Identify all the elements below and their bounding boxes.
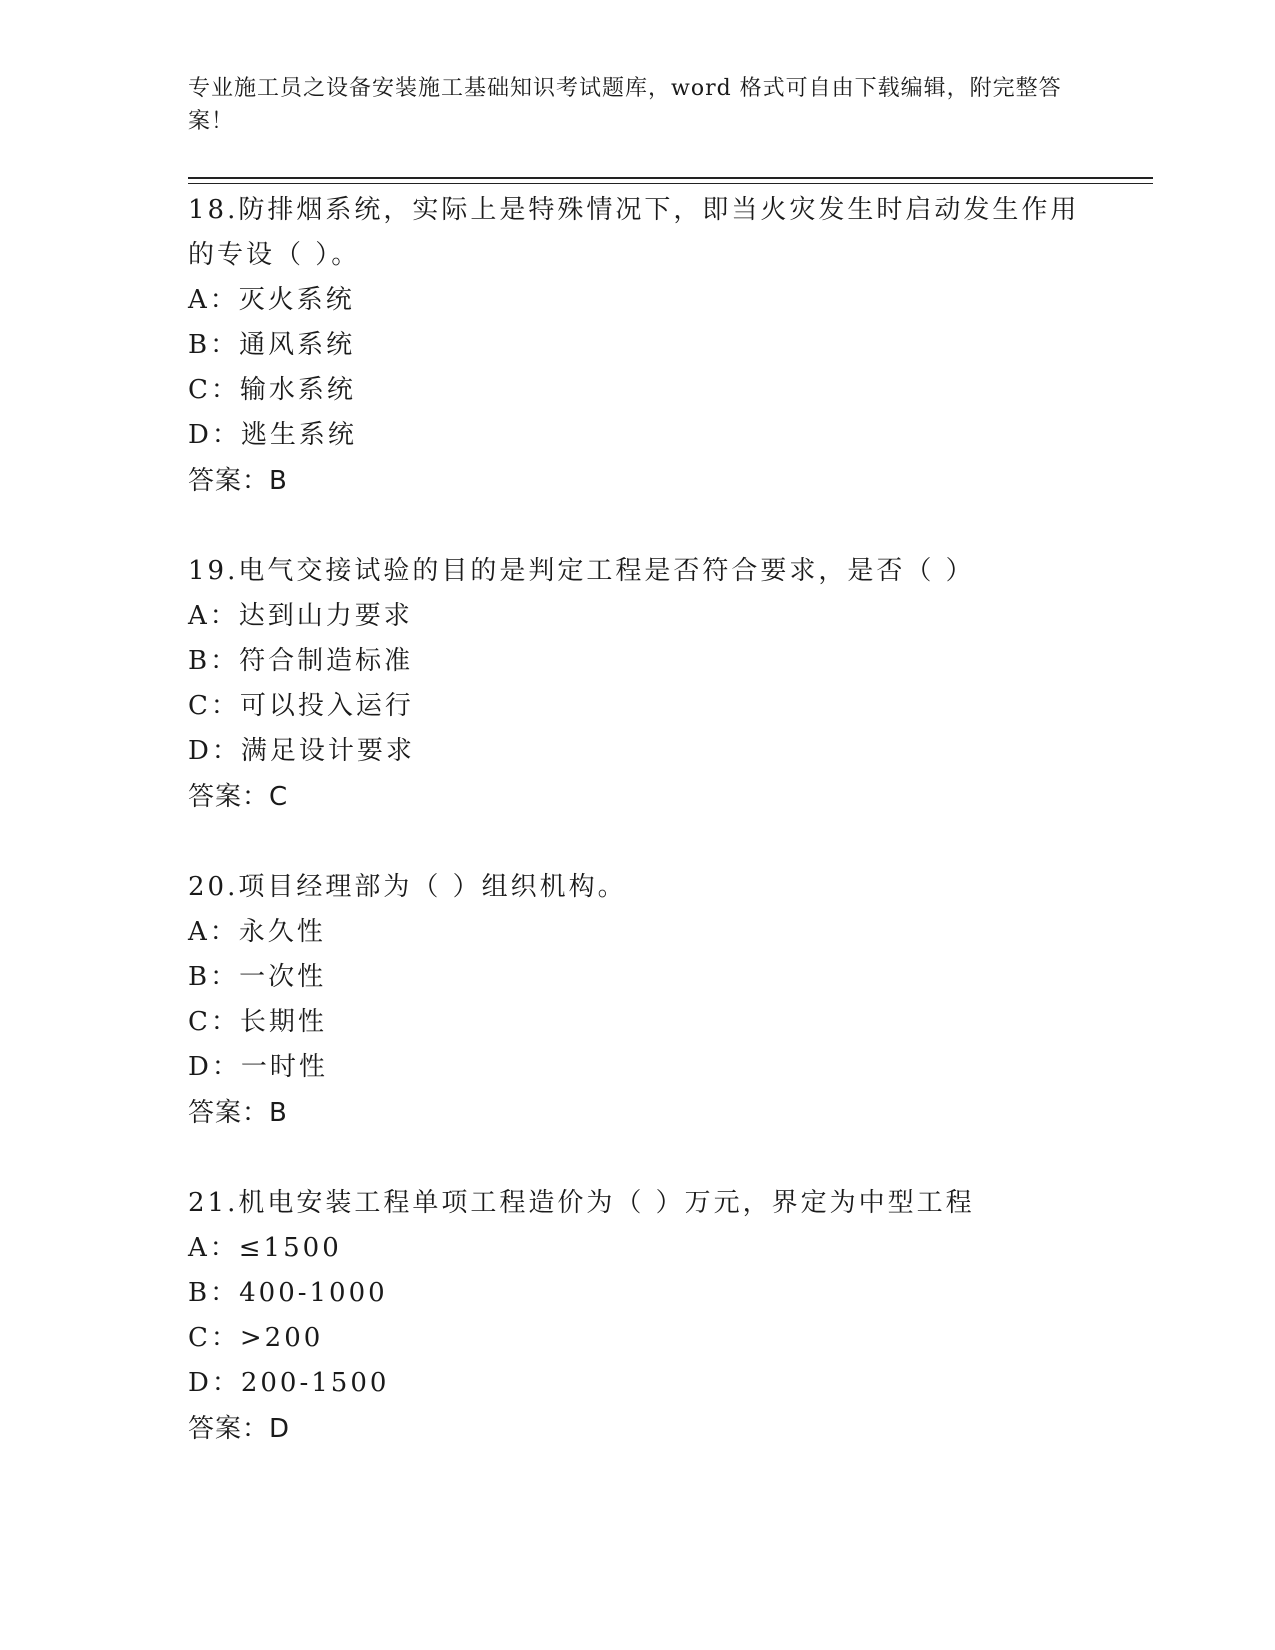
answer-line: 答案：B: [188, 466, 288, 496]
question-stem: 20.项目经理部为（ ）组织机构。: [188, 872, 627, 902]
option-c: C：>200: [188, 1323, 324, 1353]
question-stem: 21.机电安装工程单项工程造价为（ ）万元，界定为中型工程: [188, 1188, 975, 1218]
option-d: D：一时性: [188, 1052, 328, 1082]
option-b: B：符合制造标准: [188, 646, 414, 676]
option-b: B：通风系统: [188, 330, 356, 360]
option-a: A：≤1500: [188, 1233, 342, 1263]
option-d: D：逃生系统: [188, 420, 357, 450]
question-21: [188, 1181, 1088, 1452]
question-stem: 19.电气交接试验的目的是判定工程是否符合要求，是否（ ）: [188, 556, 975, 586]
option-d: D：200-1500: [188, 1368, 390, 1398]
option-b: B：一次性: [188, 962, 327, 992]
question-stem: 18.防排烟系统，实际上是特殊情况下，即当火灾发生时启动发生作用的专设（ ）。: [188, 195, 1080, 270]
question-18: [188, 188, 1088, 504]
header-divider-thin: [188, 183, 1153, 184]
option-a: A：达到山力要求: [188, 601, 413, 631]
option-c: C：输水系统: [188, 375, 356, 405]
document-header: 专业施工员之设备安装施工基础知识考试题库，word 格式可自由下载编辑，附完整答案！: [188, 76, 1062, 134]
option-b: B：400-1000: [188, 1278, 388, 1308]
answer-line: 答案：D: [188, 1414, 291, 1444]
option-a: A：永久性: [188, 917, 326, 947]
option-c: C：长期性: [188, 1007, 327, 1037]
option-d: D：满足设计要求: [188, 736, 415, 766]
answer-line: 答案：C: [188, 782, 289, 812]
option-c: C：可以投入运行: [188, 691, 414, 721]
question-list: [188, 188, 1088, 1497]
answer-line: 答案：B: [188, 1098, 288, 1128]
question-20: [188, 865, 1088, 1136]
question-19: [188, 549, 1088, 820]
header-divider-thick: [188, 177, 1153, 179]
option-a: A：灭火系统: [188, 285, 355, 315]
